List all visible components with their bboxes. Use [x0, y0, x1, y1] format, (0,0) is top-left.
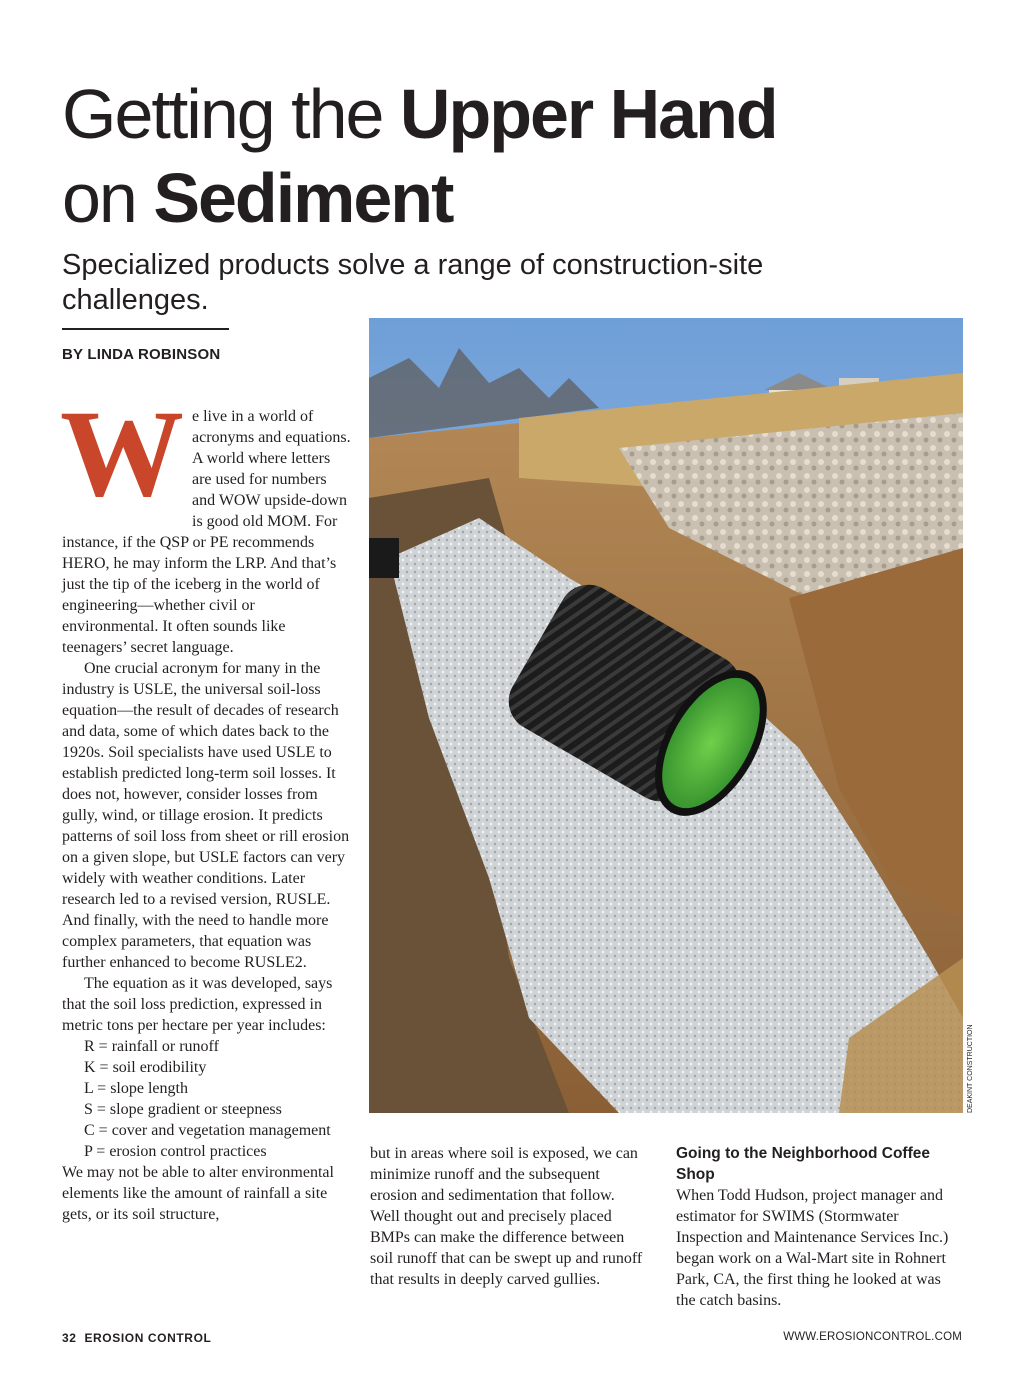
footer-website[interactable]: WWW.EROSIONCONTROL.COM	[783, 1331, 962, 1343]
column-1	[60, 385, 352, 1225]
title-part-4: Sediment	[153, 159, 453, 237]
equation-term: L = slope length	[84, 1080, 188, 1097]
equation-term: P = erosion control practices	[84, 1143, 267, 1160]
paragraph-usle: One crucial acronym for many in the industry is USLE, the universal soil-loss equation—the result of decades of research and data, some of which dates back to the 1920s. Soil specialists have used USLE to establish predicted long-term soil losses. It does not, however, consider losses from gully, wind, or tillage erosion. It predicts patterns of soil loss from sheet or rill erosion on a given slope, but USLE factors can very widely with weather conditions. Later research led to a revised version, RUSLE. And finally, with the need to handle more complex parameters, that equation was further enhanced to become RUSLE2.	[62, 660, 350, 971]
intro-paragraph: e live in a world of acronyms and equations. A world where letters are used for numbers and WOW upside-down is good old MOM. For instance, if the QSP or PE recommends HERO, he may inform the LRP. And that’s just the tip of the iceberg in the world of engineering—whether civil or environmental. It often sounds like teenagers’ secret language.	[62, 408, 351, 656]
equation-term: S = slope gradient or steepness	[84, 1101, 282, 1118]
section-heading: Going to the Neighborhood Coffee Shop	[676, 1145, 930, 1183]
article-subtitle: Specialized products solve a range of construction-site challenges.	[62, 249, 764, 316]
paragraph-bmps-part2: but in areas where soil is exposed, we can minimize runoff and the subsequent erosion and sedimentation that follow. Well thought out and precisely placed BMPs can make the difference between soil runoff that can be swept up and runoff that results in deeply carved gullies.	[370, 1145, 643, 1288]
publication-name: EROSION CONTROL	[84, 1331, 212, 1345]
drop-cap: W	[60, 385, 184, 522]
title-part-1: Getting the	[62, 75, 400, 153]
equation-term: K = soil erodibility	[84, 1059, 207, 1076]
article-title	[62, 72, 962, 240]
title-part-2: Upper Hand	[399, 75, 777, 153]
section-paragraph: When Todd Hudson, project manager and estimator for SWIMS (Stormwater Inspection and Maintenance Services Inc.) began work on a Wal-Mart site in Rohnert Park, CA, the first thing he looked at was the catch basins.	[676, 1187, 949, 1309]
photo-credit: DEAKINT CONSTRUCTION	[967, 1024, 974, 1113]
equation-term: C = cover and vegetation management	[84, 1122, 331, 1139]
byline-divider	[62, 328, 229, 330]
page-number: 32	[62, 1331, 77, 1345]
article-photo-culvert	[369, 318, 963, 1113]
paragraph-bmps-part1: We may not be able to alter environmental elements like the amount of rainfall a site gets, or its soil structure,	[62, 1164, 334, 1223]
equation-term: R = rainfall or runoff	[84, 1038, 219, 1055]
equation-terms-list	[62, 1036, 352, 1162]
column-3	[676, 1143, 962, 1311]
paragraph-equation-intro: The equation as it was developed, says that the soil loss prediction, expressed in metric tons per hectare per year includes:	[62, 975, 333, 1034]
byline: BY LINDA ROBINSON	[62, 346, 221, 363]
footer-folio	[62, 1331, 211, 1345]
column-2	[370, 1143, 646, 1290]
title-part-3: on	[62, 159, 154, 237]
